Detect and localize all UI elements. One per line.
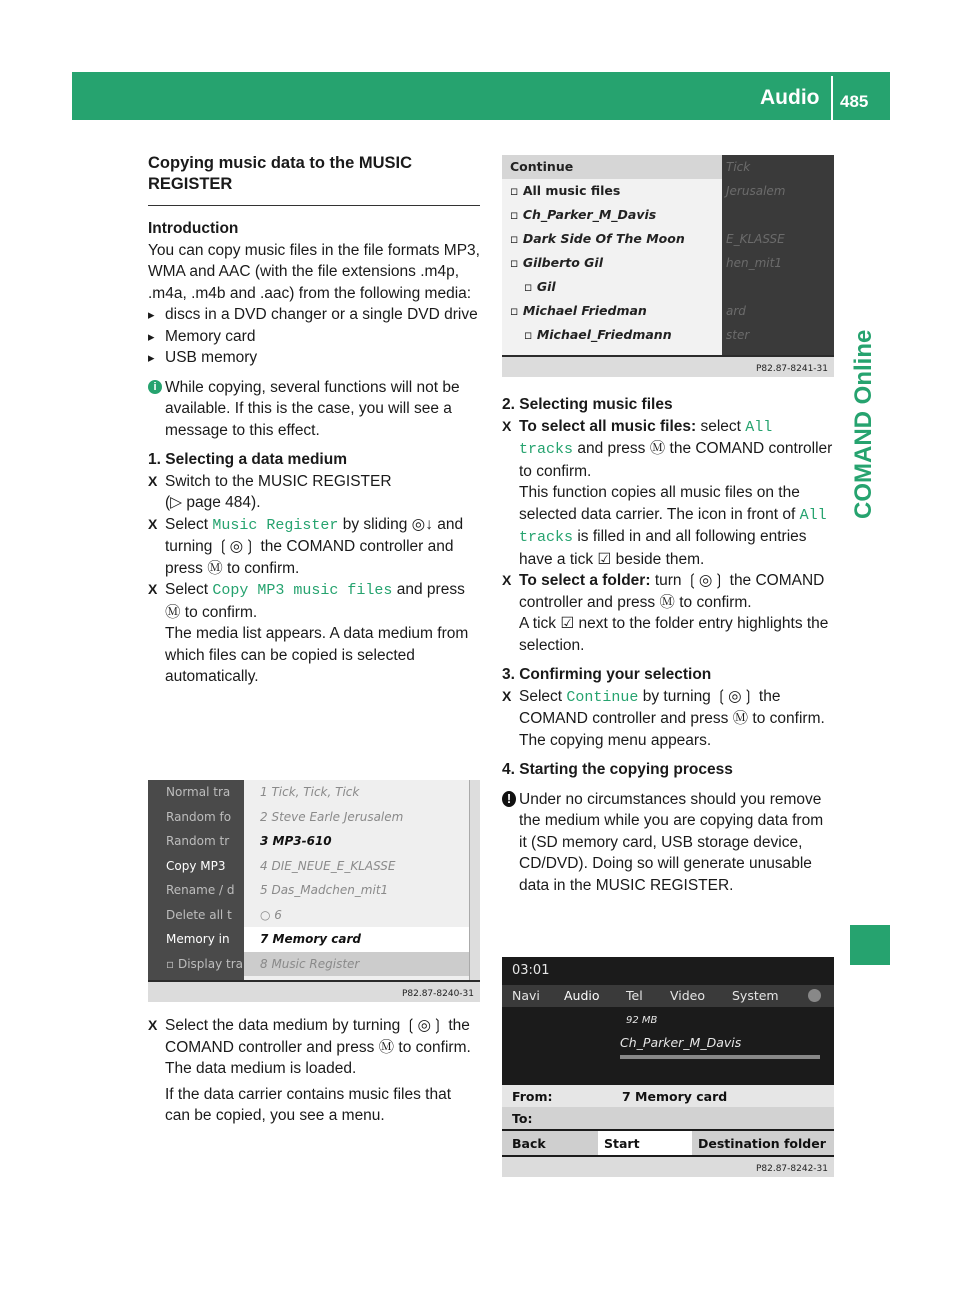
step-instruction	[148, 1015, 480, 1080]
figure-code: P82.87-8242-31	[755, 1164, 828, 1174]
track-name: Ch_Parker_M_Davis	[620, 1035, 742, 1050]
step-instruction	[502, 686, 834, 752]
step-text: Select the data medium by turning ❲◎❳ the COMAND controller and press Ⓜ to confirm.	[165, 1017, 471, 1056]
step-text: select	[700, 417, 741, 435]
to-label: To:	[512, 1111, 533, 1126]
media-item: 2 Steve Earle Jerusalem	[260, 809, 404, 824]
step-instruction	[502, 416, 834, 571]
warning-icon: !	[502, 791, 516, 807]
warning-note	[502, 789, 834, 897]
bullet-item: ▸ Memory card	[148, 326, 480, 348]
step-result: If the data carrier contains music files that can be copied, you see a menu.	[165, 1085, 452, 1124]
step-label: To select all music files:	[519, 417, 697, 435]
from-row	[502, 1085, 834, 1107]
warning-text: Under no circumstances should you remove the medium while you are copying data from it (SD memory card, USB storage device, CD/DVD). Doing so will generate unusable data in the MUSIC REGISTER.	[519, 790, 824, 894]
button-bar	[502, 1131, 834, 1155]
list-item: ▫ Michael Friedman	[510, 303, 647, 318]
side-tab-marker	[850, 925, 890, 965]
step-text: Select	[519, 687, 563, 705]
step-text: Select	[165, 515, 209, 533]
step2-heading: 2. Selecting music files	[502, 396, 673, 413]
step-text: and press Ⓜ the COMAND controller to confirm.	[519, 440, 833, 480]
start-button[interactable]: Start	[604, 1136, 640, 1151]
page-number: 485	[840, 92, 869, 111]
step-text: Switch to the MUSIC REGISTER	[165, 472, 392, 490]
background-list	[722, 155, 834, 355]
menu-tel: Tel	[626, 988, 643, 1003]
track-size: 92 MB	[626, 1015, 658, 1026]
media-item: 1 Tick, Tick, Tick	[260, 785, 360, 799]
bullet-item: ▸ USB memory	[148, 347, 480, 369]
menu-item: Random tr	[166, 834, 230, 848]
step-label: To select a folder:	[519, 572, 651, 589]
step-result: The copying menu appears.	[519, 731, 712, 749]
figure-code: P82.87-8240-31	[401, 989, 474, 999]
info-note-text: While copying, several functions will not be available. If this is the case, you will see a message to this effect.	[165, 378, 460, 439]
menu-item: ▫ Display tra	[166, 956, 243, 971]
bullet-item: ▸ discs in a DVD changer or a single DVD drive	[148, 304, 480, 326]
intro-heading: Introduction	[148, 220, 239, 237]
step4-heading: 4. Starting the copying process	[502, 761, 733, 778]
list-item: ▫ Gilberto Gil	[510, 255, 603, 270]
folder-list	[502, 155, 722, 355]
step-instruction	[148, 514, 480, 580]
figure-code: P82.87-8241-31	[755, 364, 828, 374]
media-item-selected: 7 Memory card	[244, 927, 470, 952]
bg-item	[722, 203, 834, 227]
back-button[interactable]: Back	[512, 1136, 546, 1151]
to-row	[502, 1107, 834, 1129]
step-result: The data medium is loaded.	[165, 1060, 357, 1077]
settings-icon	[808, 989, 821, 1002]
menu-system: System	[732, 988, 779, 1003]
intro-text: You can copy music files in the file formats MP3, WMA and AAC (with the file extensions .m4p, .m4a, .m4b and .aac) from the following media:	[148, 241, 480, 302]
screenshot-media-list	[148, 780, 480, 1002]
menu-item-copy-mp3: Copy MP3 music files	[212, 582, 393, 599]
screenshot-copy-menu	[502, 957, 834, 1177]
menu-video: Video	[670, 988, 706, 1003]
clock: 03:01	[512, 963, 550, 978]
menu-item-continue: Continue	[566, 688, 639, 706]
step1-heading: 1. Selecting a data medium	[148, 451, 347, 468]
left-column-lower	[148, 1015, 480, 1131]
menu-item: Delete all t	[166, 907, 232, 922]
menu-audio: Audio	[564, 988, 600, 1003]
header-divider	[831, 76, 833, 120]
bg-item: Tick	[726, 160, 751, 174]
options-menu	[148, 780, 244, 980]
bg-item: ard	[726, 304, 746, 318]
menu-navi: Navi	[512, 988, 540, 1003]
progress-bar	[620, 1055, 820, 1059]
menu-item-music-register: Music Register	[212, 516, 339, 534]
step3-heading: 3. Confirming your selection	[502, 666, 712, 683]
step-text: Select	[165, 581, 209, 598]
info-icon: i	[148, 380, 162, 394]
list-item: ▫ Michael_Friedmann	[524, 327, 672, 342]
side-tab-label: COMAND Online	[850, 330, 877, 520]
left-column	[148, 153, 480, 688]
step-result: This function copies all music files on the selected data carrier. The icon in front of	[519, 484, 800, 523]
main-menu-bar	[502, 985, 834, 1007]
list-item: ▫ Gil	[524, 279, 556, 294]
list-item: Continue	[502, 155, 722, 179]
info-note	[148, 377, 480, 442]
list-item: ▫ Dark Side Of The Moon	[510, 231, 685, 246]
media-item: 8 Music Register	[244, 952, 470, 977]
step-text: and press Ⓜ to confirm.	[165, 581, 465, 621]
section-heading: Copying music data to the MUSIC REGISTER	[148, 154, 413, 193]
menu-item: Copy MP3	[166, 858, 226, 873]
bg-item: ster	[726, 328, 750, 342]
step-text: by sliding ◎↓ and turning ❲◎❳ the COMAND controller and press Ⓜ to confirm.	[165, 515, 464, 577]
bg-item: Jerusalem	[726, 184, 786, 198]
menu-item: Memory in	[166, 932, 230, 946]
menu-item: Normal tra	[166, 785, 231, 799]
media-item: 4 DIE_NEUE_E_KLASSE	[260, 858, 396, 873]
list-item: ▫ Ch_Parker_M_Davis	[510, 207, 657, 222]
from-value: 7 Memory card	[622, 1089, 728, 1104]
menu-item: Rename / d	[166, 883, 235, 897]
right-column	[502, 394, 834, 904]
side-tab	[850, 330, 890, 910]
menu-item-all-tracks: All tracks	[519, 418, 773, 458]
media-item: ○ 6	[260, 907, 282, 922]
bg-item	[722, 275, 834, 299]
screenshot-folder-list	[502, 155, 834, 377]
bg-item: hen_mit1	[726, 256, 782, 270]
bg-item: E_KLASSE	[726, 232, 785, 246]
step-instruction	[148, 471, 480, 514]
media-item: 5 Das_Madchen_mit1	[260, 883, 389, 897]
heading-rule	[148, 205, 480, 206]
menu-item-all-tracks: All tracks	[519, 506, 827, 546]
step-instruction	[502, 570, 834, 656]
menu-item: Random fo	[166, 809, 232, 824]
step-text: turn ❲◎❳ the COMAND controller and press Ⓜ to confirm.	[519, 572, 825, 611]
step-result: is filled in and all following entries have a tick ☑ beside them.	[519, 528, 807, 568]
from-label: From:	[512, 1089, 553, 1104]
destination-folder-button[interactable]: Destination folder	[698, 1136, 826, 1151]
step-result: The media list appears. A data medium from which files can be copied is selected automatically.	[165, 625, 469, 685]
media-list	[244, 780, 470, 980]
scrollbar	[469, 780, 480, 980]
step-result: A tick ☑ next to the folder entry highlights the selection.	[519, 615, 829, 654]
section-title: Audio	[760, 86, 820, 109]
step-instruction	[148, 579, 480, 688]
page-reference: (▷ page 484).	[165, 494, 261, 511]
step-text: by turning ❲◎❳ the COMAND controller and press Ⓜ to confirm.	[519, 687, 825, 727]
list-item: ▫ All music files	[510, 183, 621, 198]
media-item: 3 MP3-610	[260, 834, 332, 848]
